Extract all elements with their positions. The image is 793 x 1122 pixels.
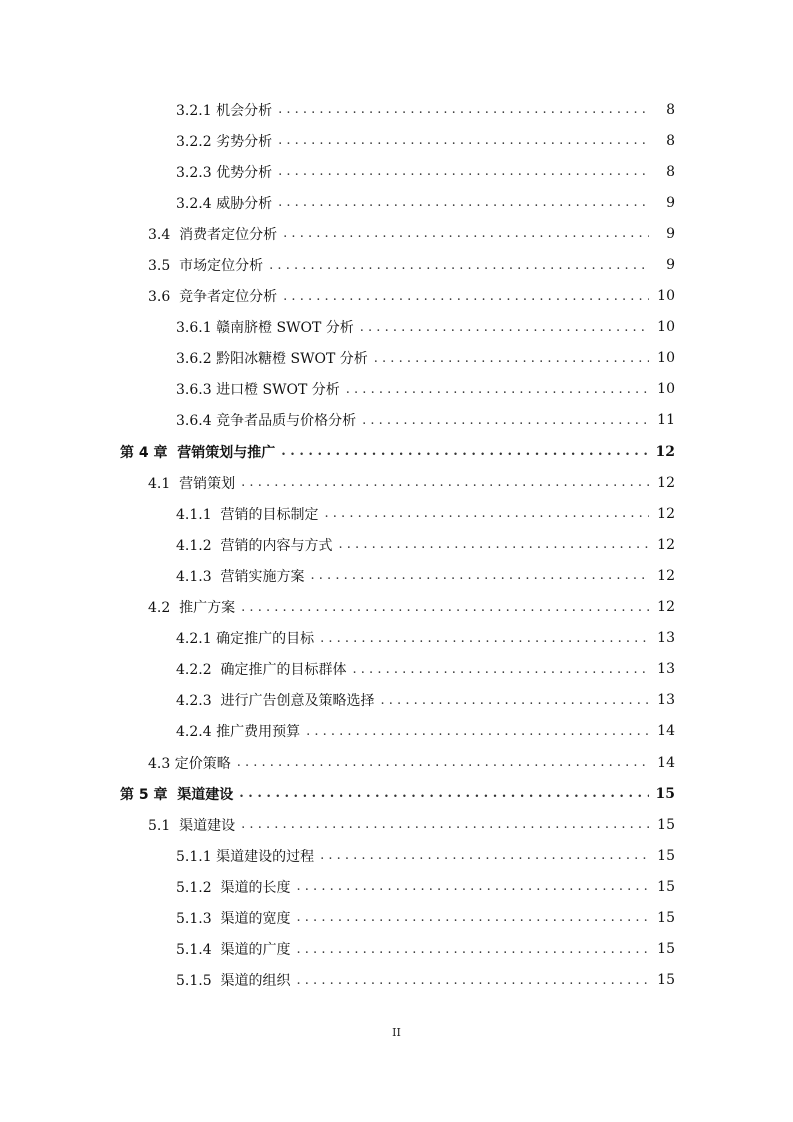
toc-entry-title: 3.6.4 竞争者品质与价格分析 (176, 413, 357, 430)
toc-entry-title: 4.1.3 营销实施方案 (176, 568, 305, 585)
toc-entry[interactable] (0, 529, 793, 560)
toc-dot-leader (241, 475, 649, 490)
toc-dot-leader (297, 973, 649, 988)
toc-entry[interactable] (0, 125, 793, 156)
toc-entry[interactable] (0, 747, 793, 778)
toc-entry[interactable] (0, 685, 793, 716)
toc-dot-leader (320, 631, 649, 646)
toc-entry-title: 3.4 消费者定位分析 (148, 226, 278, 243)
toc-dot-leader (278, 102, 649, 117)
toc-entry[interactable] (0, 312, 793, 343)
toc-entry-page: 10 (657, 350, 675, 367)
toc-entry-title: 5.1.2 渠道的长度 (176, 879, 291, 896)
toc-entry-page: 15 (657, 941, 675, 958)
toc-dot-leader (362, 413, 649, 428)
toc-dot-leader (297, 910, 649, 925)
toc-entry-page: 13 (657, 630, 675, 647)
toc-entry-page: 10 (657, 319, 675, 336)
toc-dot-leader (360, 320, 649, 335)
toc-entry-page: 15 (657, 816, 675, 833)
toc-entry-page: 15 (657, 972, 675, 989)
toc-dot-leader (241, 600, 649, 615)
toc-entry-title: 3.6.1 赣南脐橙 SWOT 分析 (176, 320, 354, 337)
toc-entry-title: 4.1 营销策划 (148, 475, 236, 492)
toc-entry-title: 3.6.2 黔阳冰糖橙 SWOT 分析 (176, 351, 368, 368)
toc-entry-page: 12 (657, 474, 675, 491)
toc-entry-title: 4.2.1 确定推广的目标 (176, 631, 315, 648)
toc-dot-leader (346, 382, 649, 397)
toc-entry[interactable] (0, 623, 793, 654)
toc-dot-leader (353, 662, 649, 677)
toc-entry[interactable] (0, 840, 793, 871)
toc-entry-title: 4.2.3 进行广告创意及策略选择 (176, 693, 375, 710)
toc-entry-page: 13 (657, 661, 675, 678)
toc-entry-page: 9 (666, 225, 675, 242)
toc-entry-page: 8 (666, 101, 675, 118)
toc-entry-page: 15 (655, 785, 675, 802)
toc-entry-title: 第 4 章 营销策划与推广 (120, 444, 276, 461)
toc-dot-leader (381, 693, 649, 708)
toc-entry-title: 3.6.3 进口橙 SWOT 分析 (176, 382, 340, 399)
toc-entry-title: 5.1.4 渠道的广度 (176, 942, 291, 959)
toc-dot-leader (278, 164, 649, 179)
toc-entry[interactable] (0, 187, 793, 218)
toc-entry[interactable] (0, 156, 793, 187)
toc-entry-page: 8 (666, 163, 675, 180)
toc-entry-page: 12 (655, 443, 675, 460)
toc-dot-leader (239, 786, 649, 801)
toc-entry[interactable] (0, 498, 793, 529)
toc-dot-leader (297, 942, 649, 957)
toc-entry[interactable] (0, 871, 793, 902)
toc-entry-page: 12 (657, 567, 675, 584)
toc-entry-title: 4.2.4 推广费用预算 (176, 724, 301, 741)
toc-entry[interactable] (0, 716, 793, 747)
toc-entry-page: 15 (657, 847, 675, 864)
toc-dot-leader (278, 195, 649, 210)
toc-entry[interactable] (0, 560, 793, 591)
toc-entry[interactable] (0, 902, 793, 933)
toc-entry-page: 15 (657, 878, 675, 895)
toc-entry-page: 12 (657, 536, 675, 553)
toc-entry-page: 11 (657, 412, 675, 429)
page-number: II (392, 1026, 401, 1039)
toc-entry-page: 12 (657, 505, 675, 522)
toc-dot-leader (374, 351, 649, 366)
toc-entry[interactable] (0, 281, 793, 312)
toc-entry-title: 3.2.1 机会分析 (176, 102, 273, 119)
toc-entry-title: 5.1.1 渠道建设的过程 (176, 848, 315, 865)
toc-dot-leader (241, 817, 649, 832)
table-of-contents (0, 94, 793, 996)
toc-entry-title: 5.1.5 渠道的组织 (176, 973, 291, 990)
toc-entry-title: 3.2.3 优势分析 (176, 164, 273, 181)
toc-dot-leader (297, 879, 649, 894)
toc-dot-leader (283, 226, 649, 241)
toc-entry[interactable] (0, 467, 793, 498)
toc-entry-page: 15 (657, 909, 675, 926)
toc-entry-title: 4.3 定价策略 (148, 755, 231, 772)
toc-dot-leader (281, 444, 649, 459)
toc-dot-leader (306, 724, 649, 739)
toc-dot-leader (237, 755, 649, 770)
toc-entry[interactable] (0, 405, 793, 436)
toc-entry-title: 3.2.2 劣势分析 (176, 133, 273, 150)
toc-entry-title: 3.2.4 威胁分析 (176, 195, 273, 212)
toc-entry[interactable] (0, 809, 793, 840)
toc-entry[interactable] (0, 934, 793, 965)
toc-entry-page: 14 (657, 754, 675, 771)
toc-entry[interactable] (0, 374, 793, 405)
toc-entry-page: 9 (666, 257, 675, 274)
toc-entry-page: 12 (657, 599, 675, 616)
toc-entry-page: 10 (657, 288, 675, 305)
toc-entry-page: 14 (657, 723, 675, 740)
toc-entry[interactable] (0, 218, 793, 249)
toc-dot-leader (269, 258, 649, 273)
toc-entry[interactable] (0, 94, 793, 125)
toc-entry-title: 4.2.2 确定推广的目标群体 (176, 662, 347, 679)
toc-entry-title: 4.2 推广方案 (148, 600, 236, 617)
toc-entry-title: 4.1.1 营销的目标制定 (176, 506, 319, 523)
toc-entry[interactable] (0, 249, 793, 280)
toc-entry[interactable] (0, 778, 793, 809)
toc-entry-title: 3.5 市场定位分析 (148, 258, 264, 275)
toc-entry-page: 13 (657, 692, 675, 709)
toc-dot-leader (325, 506, 649, 521)
toc-entry[interactable] (0, 654, 793, 685)
toc-entry[interactable] (0, 436, 793, 467)
toc-dot-leader (339, 537, 649, 552)
toc-entry[interactable] (0, 592, 793, 623)
toc-entry-page: 10 (657, 381, 675, 398)
toc-entry-title: 4.1.2 营销的内容与方式 (176, 537, 333, 554)
toc-entry[interactable] (0, 965, 793, 996)
toc-dot-leader (320, 848, 649, 863)
toc-entry[interactable] (0, 343, 793, 374)
toc-entry-title: 3.6 竞争者定位分析 (148, 289, 278, 306)
toc-entry-title: 5.1 渠道建设 (148, 817, 236, 834)
toc-entry-title: 第 5 章 渠道建设 (120, 786, 234, 803)
toc-dot-leader (278, 133, 649, 148)
toc-dot-leader (283, 289, 649, 304)
toc-entry-page: 9 (666, 194, 675, 211)
toc-entry-title: 5.1.3 渠道的宽度 (176, 910, 291, 927)
toc-entry-page: 8 (666, 132, 675, 149)
toc-dot-leader (311, 568, 649, 583)
